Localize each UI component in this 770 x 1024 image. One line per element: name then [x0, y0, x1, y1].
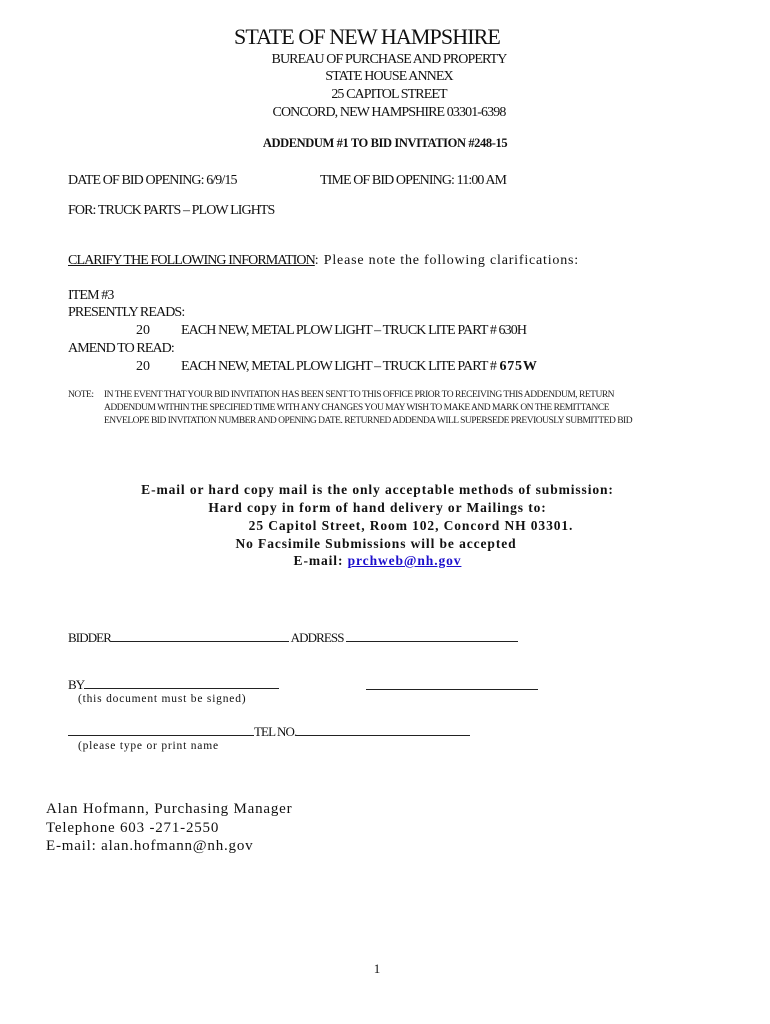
date-row [366, 677, 538, 695]
bidder-field[interactable] [111, 630, 289, 642]
clarify-text: : Please note the following clarifications: [314, 253, 579, 268]
document-title: STATE OF NEW HAMPSHIRE [234, 24, 500, 49]
signature-note: (this document must be signed) [78, 693, 247, 705]
contact-email: E-mail: alan.hofmann@nh.gov [46, 838, 254, 854]
submission-hard-copy: Hard copy in form of hand delivery or Mailings to: [208, 500, 547, 515]
new-description-line [181, 359, 538, 375]
submission-email-label: E-mail: [293, 553, 348, 568]
tel-field[interactable] [296, 724, 470, 736]
submission-email-line [0, 553, 755, 569]
old-quantity: 20 [136, 323, 150, 338]
page-number: 1 [373, 961, 381, 976]
city-address: CONCORD, NEW HAMPSHIRE 03301-6398 [272, 105, 506, 120]
addendum-title: ADDENDUM #1 TO BID INVITATION #248-15 [262, 136, 508, 150]
clarify-heading: CLARIFY THE FOLLOWING INFORMATION [68, 253, 315, 268]
no-fax-notice: No Facsimile Submissions will be accepted [235, 536, 517, 551]
new-description: EACH NEW, METAL PLOW LIGHT – TRUCK LITE PART # [181, 359, 496, 374]
by-label: BY [68, 677, 85, 692]
by-row [68, 677, 279, 693]
print-name-note: (please type or print name [78, 740, 219, 752]
amend-label: AMEND TO READ: [68, 341, 174, 356]
contact-phone: Telephone 603 -271-2550 [46, 820, 220, 836]
bid-subject: FOR: TRUCK PARTS – PLOW LIGHTS [68, 203, 275, 218]
signature-field[interactable] [84, 677, 279, 689]
address-label: ADDRESS [290, 630, 344, 645]
note-label: NOTE: [68, 390, 94, 400]
note-line-2: ADDENDUM WITHIN THE SPECIFIED TIME WITH ANY CHANGES YOU MAY WISH TO MAKE AND MARK ON THE REMITTANCE [104, 403, 610, 413]
clarify-line [68, 253, 579, 269]
address-field[interactable] [346, 630, 518, 642]
tel-row [68, 724, 470, 740]
building-name: STATE HOUSE ANNEX [325, 69, 453, 84]
note-line-3: ENVELOPE BID INVITATION NUMBER AND OPENING DATE. RETURNED ADDENDA WILL SUPERSEDE PREVIOUSLY SUBMITTED BID [104, 416, 633, 426]
bureau-name: BUREAU OF PURCHASE AND PROPERTY [271, 52, 507, 67]
submission-address: 25 Capitol Street, Room 102, Concord NH 03301. [248, 518, 574, 533]
bid-opening-time: TIME OF BID OPENING: 11:00 AM [320, 173, 507, 188]
printed-name-field[interactable] [68, 724, 254, 736]
item-number: ITEM #3 [68, 288, 114, 303]
bidder-row [68, 630, 518, 646]
note-line-1: IN THE EVENT THAT YOUR BID INVITATION HAS BEEN SENT TO THIS OFFICE PRIOR TO RECEIVING THIS ADDENDUM, RETURN [104, 390, 615, 400]
submission-email-link[interactable]: prchweb@nh.gov [347, 553, 462, 568]
street-address: 25 CAPITOL STREET [331, 87, 447, 102]
tel-label: TEL NO. [254, 724, 297, 739]
submission-methods: E-mail or hard copy mail is the only acceptable methods of submission: [141, 482, 614, 497]
bid-opening-date: DATE OF BID OPENING: 6/9/15 [68, 173, 237, 188]
bidder-label: BIDDER [68, 630, 111, 645]
presently-reads-label: PRESENTLY READS: [68, 305, 185, 320]
old-description: EACH NEW, METAL PLOW LIGHT – TRUCK LITE PART # 630H [181, 323, 527, 338]
contact-name: Alan Hofmann, Purchasing Manager [46, 801, 293, 817]
new-quantity: 20 [136, 359, 150, 374]
date-field[interactable] [366, 678, 538, 690]
new-part-number: 675W [499, 359, 538, 374]
